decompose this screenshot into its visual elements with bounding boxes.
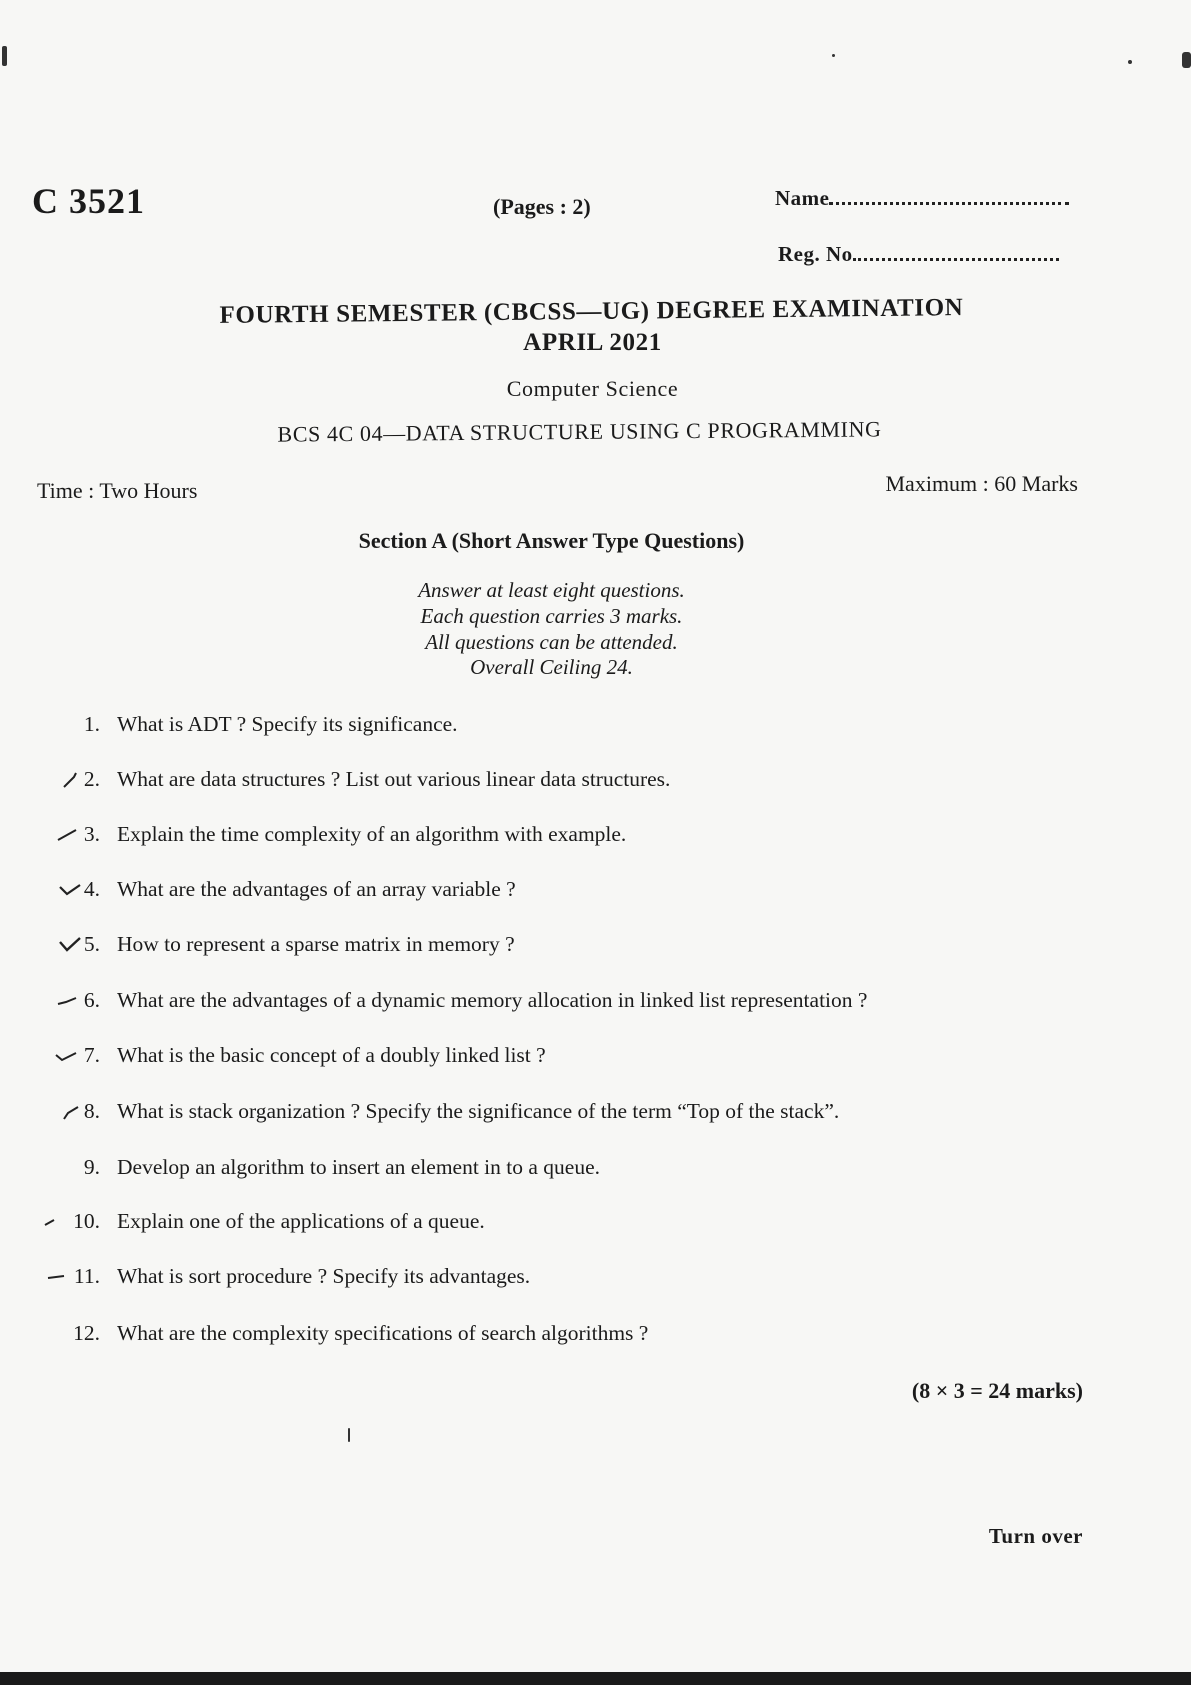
question-item (0, 877, 1100, 907)
question-item (0, 1099, 1100, 1129)
pen-tick-icon (58, 934, 84, 956)
question-item (0, 932, 1100, 962)
pen-tick-icon (54, 1045, 80, 1067)
question-number: 10. (73, 1209, 100, 1233)
question-number: 6. (83, 988, 100, 1012)
question-item (0, 712, 1100, 742)
question-text: What are the advantages of an array variable ? (117, 877, 516, 901)
question-item (0, 1209, 1100, 1239)
pen-tick-icon (60, 1101, 86, 1123)
pen-tick-icon (58, 879, 84, 901)
question-text: What is stack organization ? Specify the significance of the term “Top of the stack”. (117, 1099, 840, 1123)
pen-tick-icon (42, 1211, 68, 1233)
question-item (0, 1155, 1100, 1185)
question-number: 9. (83, 1155, 100, 1179)
scan-speck (832, 54, 835, 57)
question-text: What are the complexity specifications of search algorithms ? (117, 1321, 649, 1345)
scan-speck (2, 46, 7, 66)
scan-bottom-edge (0, 1672, 1191, 1685)
question-number: 11. (73, 1264, 100, 1288)
question-text: What are data structures ? List out various linear data structures. (117, 767, 671, 791)
question-number: 8. (83, 1099, 100, 1123)
exam-month: APRIL 2021 (523, 329, 662, 356)
question-number: 5. (83, 932, 100, 956)
section-heading: Section A (Short Answer Type Questions) (358, 528, 745, 553)
question-item (0, 988, 1100, 1018)
question-text: How to represent a sparse matrix in memory ? (117, 932, 515, 956)
question-text: What is sort procedure ? Specify its advantages. (117, 1264, 531, 1288)
question-item (0, 1321, 1100, 1351)
page-count: (Pages : 2) (493, 194, 591, 219)
pen-tick-icon (56, 990, 82, 1012)
exam-duration: Time : Two Hours (37, 478, 198, 503)
question-text: Explain the time complexity of an algorithm with example. (117, 822, 627, 846)
name-label: Name (775, 186, 830, 210)
reg-no-field (778, 242, 1059, 267)
question-item (0, 1043, 1100, 1073)
question-item (0, 822, 1100, 852)
question-number: 4. (83, 877, 100, 901)
instruction-line: Overall Ceiling 24. (470, 655, 633, 679)
scan-speck (348, 1428, 350, 1442)
question-number: 2. (83, 767, 100, 791)
course-title: BCS 4C 04—DATA STRUCTURE USING C PROGRAMMING (277, 416, 882, 447)
exam-title: FOURTH SEMESTER (CBCSS—UG) DEGREE EXAMINATION (219, 294, 964, 329)
paper-code: C 3521 (32, 181, 145, 221)
reg-no-blank-line (853, 244, 1059, 261)
section-marks-summary: (8 × 3 = 24 marks) (911, 1378, 1083, 1403)
pen-tick-icon (46, 1266, 72, 1288)
question-text: What is the basic concept of a doubly linked list ? (117, 1043, 546, 1067)
scan-speck (1128, 60, 1132, 64)
name-field (775, 186, 1069, 211)
max-marks: Maximum : 60 Marks (885, 471, 1078, 496)
instruction-line: All questions can be attended. (425, 630, 678, 654)
question-text: What are the advantages of a dynamic memory allocation in linked list representation ? (117, 988, 868, 1012)
question-number: 1. (83, 712, 100, 736)
instruction-line: Each question carries 3 marks. (420, 604, 683, 628)
turn-over-note: Turn over (988, 1524, 1083, 1548)
pen-tick-icon (56, 824, 82, 846)
question-item (0, 1264, 1100, 1294)
subject: Computer Science (506, 376, 679, 401)
question-item (0, 767, 1100, 797)
name-blank-line (829, 188, 1069, 205)
question-number: 12. (73, 1321, 100, 1345)
reg-no-label: Reg. No (778, 242, 853, 266)
instruction-line: Answer at least eight questions. (418, 578, 685, 602)
scan-speck (1182, 52, 1191, 68)
question-number: 7. (83, 1043, 100, 1067)
question-number: 3. (83, 822, 100, 846)
question-text: What is ADT ? Specify its significance. (117, 712, 458, 736)
question-text: Explain one of the applications of a queue. (117, 1209, 485, 1233)
question-text: Develop an algorithm to insert an element in to a queue. (117, 1155, 601, 1179)
